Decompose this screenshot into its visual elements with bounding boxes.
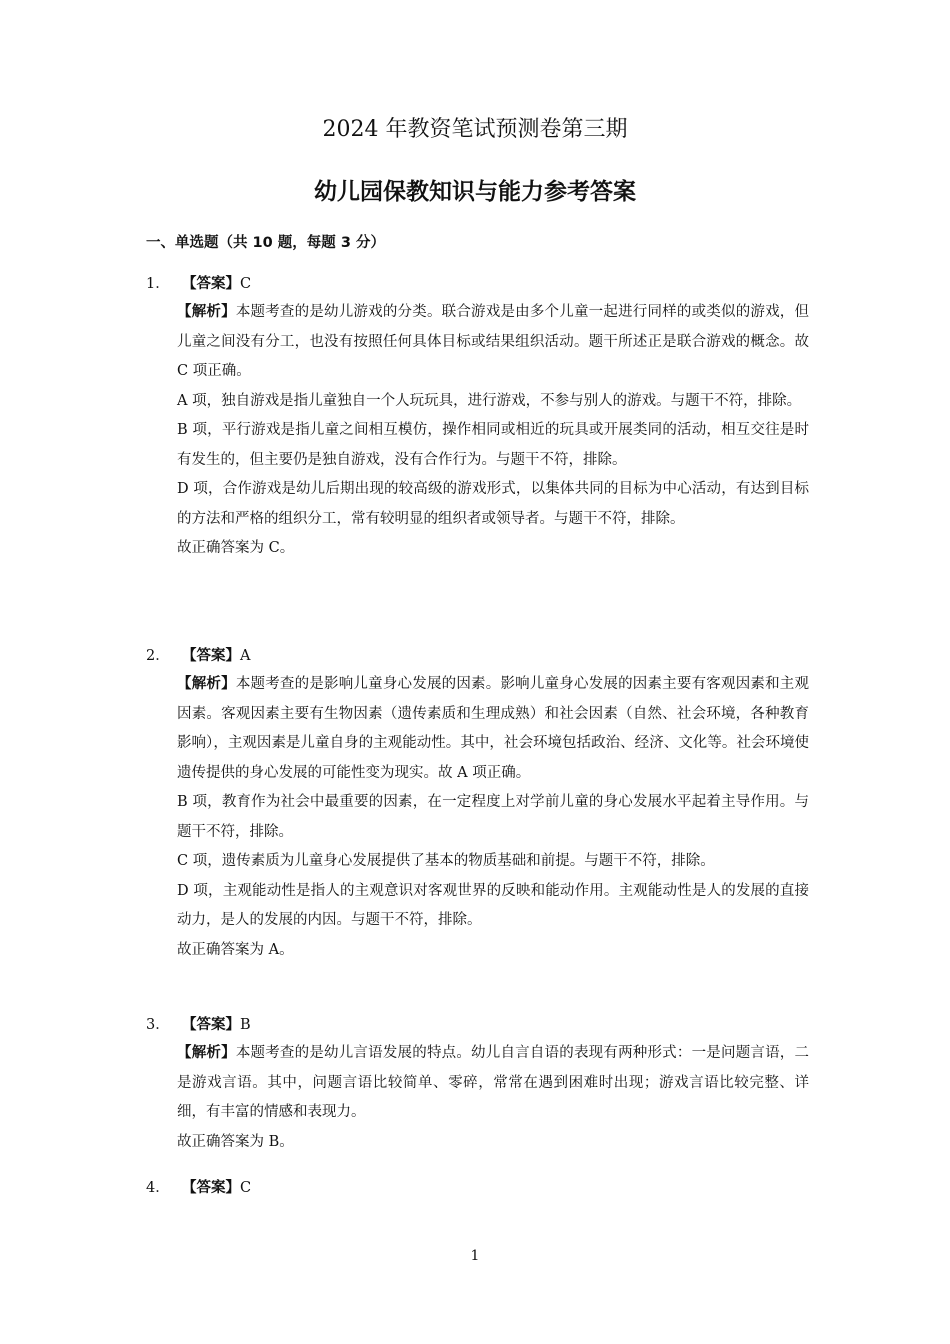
question-1-header — [146, 273, 251, 295]
question-1-body — [177, 298, 809, 564]
analysis-text: 本题考查的是幼儿言语发展的特点。幼儿自言自语的表现有两种形式：一是问题言语，二是游戏言语。其中，问题言语比较简单、零碎，常常在遇到困难时出现；游戏言语比较完整、详细，有丰富的情感和表现力。 — [177, 1045, 809, 1120]
question-2-header — [146, 645, 250, 667]
answer-value: A — [240, 648, 251, 664]
option-explanation: B 项，教育作为社会中最重要的因素，在一定程度上对学前儿童的身心发展水平起着主导作用。与题干不符，排除。 — [177, 794, 809, 840]
question-number: 1． — [146, 276, 170, 292]
question-3-body — [177, 1039, 809, 1157]
question-2-body — [177, 670, 809, 965]
option-explanation: A 项，独自游戏是指儿童独自一个人玩玩具，进行游戏，不参与别人的游戏。与题干不符，排除。 — [177, 392, 802, 409]
conclusion: 故正确答案为 A。 — [177, 941, 294, 958]
analysis-tag: 【解析】 — [177, 304, 236, 320]
answer-tag: 【答案】 — [182, 1017, 240, 1033]
analysis-text: 本题考查的是影响儿童身心发展的因素。影响儿童身心发展的因素主要有客观因素和主观因素。客观因素主要有生物因素（遗传素质和生理成熟）和社会因素（自然、社会环境，各种教育影响），主观因素是儿童自身的主观能动性。其中，社会环境包括政治、经济、文化等。社会环境使遗传提供的身心发展的可能性变为现实。故 A 项正确。 — [177, 676, 809, 781]
question-4-header — [146, 1177, 251, 1199]
option-explanation: C 项，遗传素质为儿童身心发展提供了基本的物质基础和前提。与题干不符，排除。 — [177, 853, 715, 869]
option-explanation: D 项，合作游戏是幼儿后期出现的较高级的游戏形式，以集体共同的目标为中心活动，有达到目标的方法和严格的组织分工，常有较明显的组织者或领导者。与题干不符，排除。 — [177, 481, 809, 527]
page-number: 1 — [470, 1248, 480, 1264]
document-title: 2024 年教资笔试预测卷第三期 — [322, 117, 628, 142]
answer-tag: 【答案】 — [182, 276, 240, 292]
analysis-tag: 【解析】 — [177, 1045, 236, 1061]
question-number: 4． — [146, 1180, 170, 1196]
answer-tag: 【答案】 — [182, 648, 240, 664]
question-3-header — [146, 1014, 251, 1036]
option-explanation: B 项，平行游戏是指儿童之间相互模仿，操作相同或相近的玩具或开展类同的活动，相互交往是时有发生的，但主要仍是独自游戏，没有合作行为。与题干不符，排除。 — [177, 422, 809, 468]
answer-value: B — [240, 1017, 251, 1033]
conclusion: 故正确答案为 B。 — [177, 1133, 294, 1150]
analysis-paragraph — [177, 298, 809, 387]
document-subtitle: 幼儿园保教知识与能力参考答案 — [314, 179, 636, 205]
option-explanation: D 项，主观能动性是指人的主观意识对客观世界的反映和能动作用。主观能动性是人的发展的直接动力，是人的发展的内因。与题干不符，排除。 — [177, 882, 809, 928]
analysis-paragraph — [177, 1039, 809, 1128]
answer-value: C — [240, 276, 252, 292]
conclusion: 故正确答案为 C。 — [177, 540, 295, 556]
section-heading: 一、单选题（共 10 题，每题 3 分） — [146, 235, 385, 251]
analysis-tag: 【解析】 — [177, 676, 236, 692]
answer-tag: 【答案】 — [182, 1180, 240, 1196]
answer-value: C — [240, 1180, 252, 1196]
analysis-paragraph — [177, 670, 809, 788]
question-number: 2． — [146, 648, 170, 664]
question-number: 3． — [146, 1017, 170, 1033]
analysis-text: 本题考查的是幼儿游戏的分类。联合游戏是由多个儿童一起进行同样的或类似的游戏，但儿童之间没有分工，也没有按照任何具体目标或结果组织活动。题干所述正是联合游戏的概念。故 C 项正确。 — [177, 304, 809, 379]
